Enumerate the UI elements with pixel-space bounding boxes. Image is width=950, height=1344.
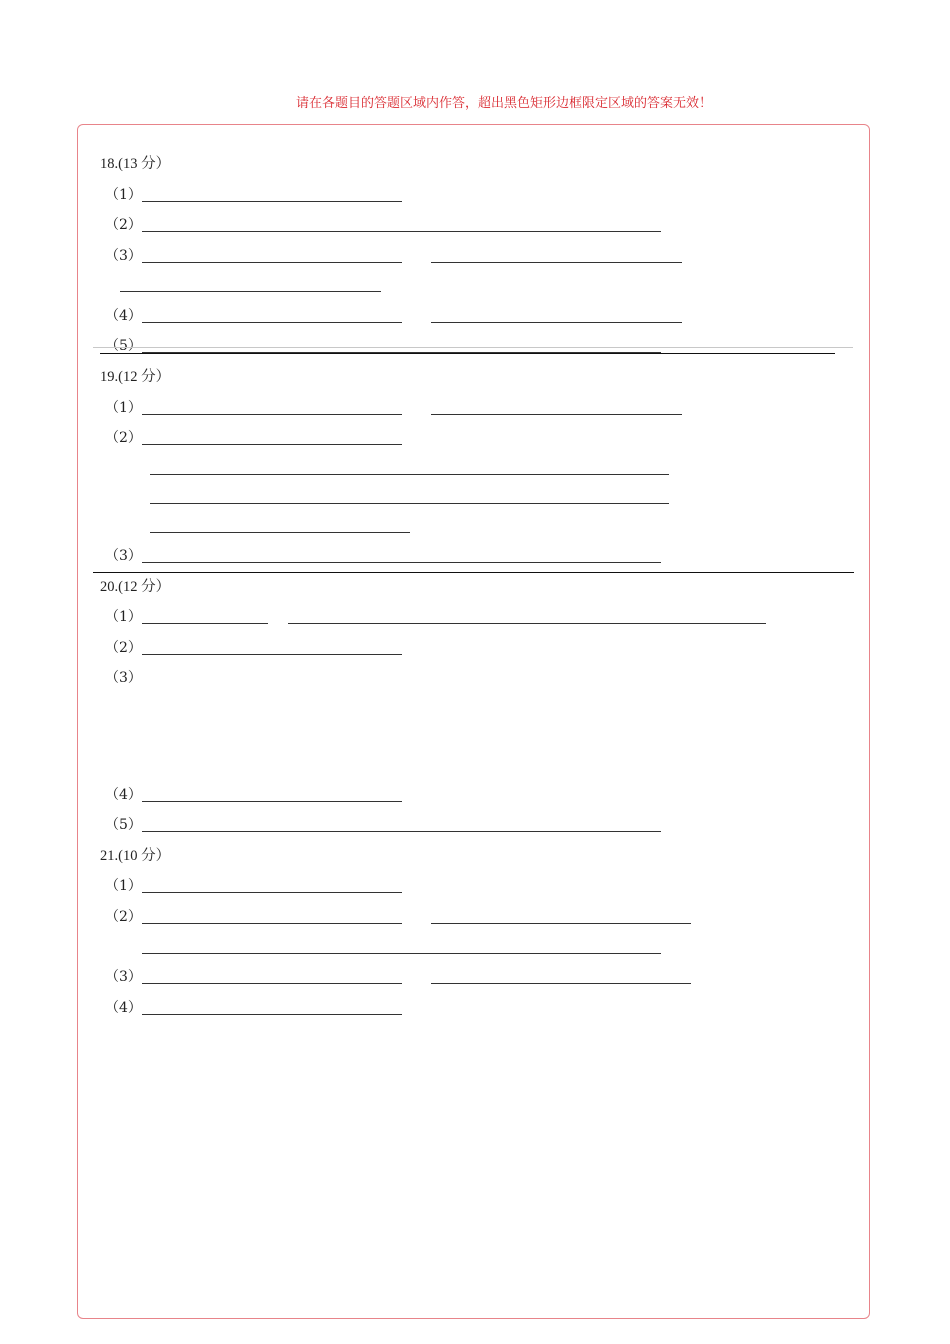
answer-region-border <box>77 124 870 1319</box>
q19-part2-blank-a[interactable] <box>142 444 402 445</box>
q20-part1-label: （1） <box>105 609 142 625</box>
q21-part3-blank-b[interactable] <box>431 983 691 984</box>
q18-part3-label: （3） <box>105 248 142 264</box>
q20-part2-blank[interactable] <box>142 654 402 655</box>
q21-part2-blank-c[interactable] <box>142 953 661 954</box>
q19-part2-blank-d[interactable] <box>150 532 410 533</box>
q20-title: 20.(12 分） <box>100 579 171 595</box>
q21-part2-blank-a[interactable] <box>142 923 402 924</box>
answer-area-warning: 请在各题目的答题区域内作答，超出黑色矩形边框限定区域的答案无效！ <box>296 96 713 111</box>
q21-part4-label: （4） <box>105 1000 142 1016</box>
q21-part2-label: （2） <box>105 909 142 925</box>
section-divider-19-20 <box>93 572 854 573</box>
q21-part3-label: （3） <box>105 969 142 985</box>
q18-part4-label: （4） <box>105 308 142 324</box>
q20-part4-blank[interactable] <box>142 801 402 802</box>
q20-part2-label: （2） <box>105 640 142 656</box>
q19-part1-blank-b[interactable] <box>431 414 682 415</box>
q19-part2-blank-c[interactable] <box>150 503 669 504</box>
q20-part1-blank-b[interactable] <box>288 623 766 624</box>
q20-part5-blank[interactable] <box>142 831 661 832</box>
q18-part4-blank-a[interactable] <box>142 322 402 323</box>
q19-part3-label: （3） <box>105 548 142 564</box>
q19-part1-label: （1） <box>105 400 142 416</box>
q18-part1-blank[interactable] <box>142 201 402 202</box>
section-divider-18-19 <box>100 353 835 354</box>
q21-part1-label: （1） <box>105 878 142 894</box>
q19-title: 19.(12 分） <box>100 369 171 385</box>
section-divider-faint <box>93 347 853 348</box>
q18-part3-blank-c[interactable] <box>120 291 381 292</box>
q18-part3-blank-b[interactable] <box>431 262 682 263</box>
q19-part3-blank[interactable] <box>142 562 661 563</box>
q21-part3-blank-a[interactable] <box>142 983 402 984</box>
q20-part1-blank-a[interactable] <box>142 623 268 624</box>
q18-part2-label: （2） <box>105 217 142 233</box>
q18-part5-label: （5） <box>105 338 142 354</box>
q19-part2-blank-b[interactable] <box>150 474 669 475</box>
q19-part2-label: （2） <box>105 430 142 446</box>
q21-part1-blank[interactable] <box>142 892 402 893</box>
q20-part5-label: （5） <box>105 817 142 833</box>
q19-part1-blank-a[interactable] <box>142 414 402 415</box>
q21-title: 21.(10 分） <box>100 848 171 864</box>
q18-title: 18.(13 分） <box>100 156 171 172</box>
q20-part4-label: （4） <box>105 787 142 803</box>
q20-part3-label: （3） <box>105 670 142 686</box>
q18-part3-blank-a[interactable] <box>142 262 402 263</box>
q18-part1-label: （1） <box>105 187 142 203</box>
q18-part4-blank-b[interactable] <box>431 322 682 323</box>
q21-part4-blank[interactable] <box>142 1014 402 1015</box>
q18-part2-blank[interactable] <box>142 231 661 232</box>
q21-part2-blank-b[interactable] <box>431 923 691 924</box>
